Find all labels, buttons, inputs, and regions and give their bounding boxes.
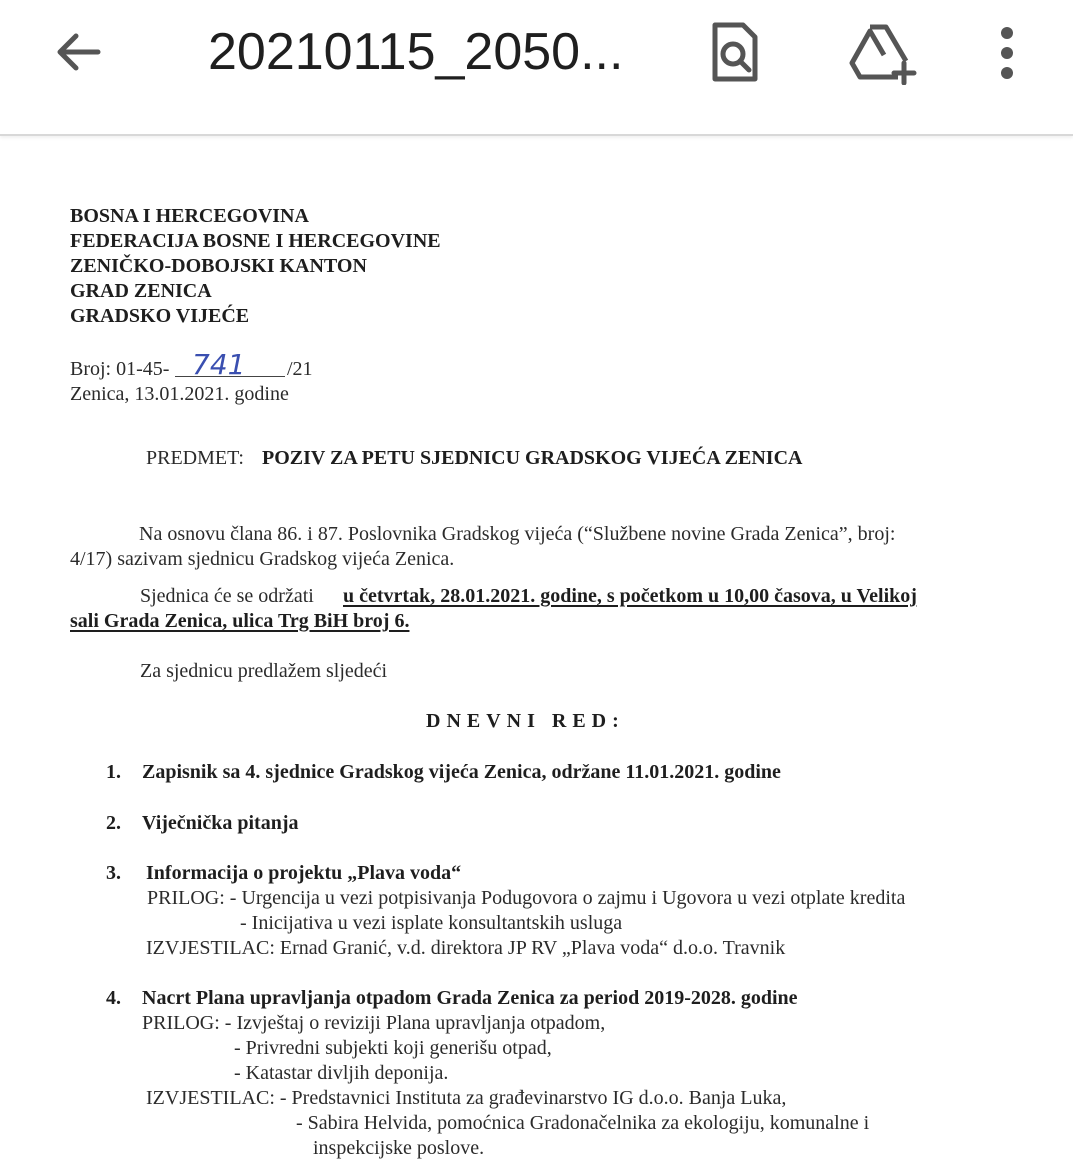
item-2-number: 2.	[106, 812, 121, 834]
header-city: GRAD ZENICA	[70, 280, 212, 302]
file-name-title: 20210115_2050...	[208, 23, 624, 81]
item-4-izvjestilac-1: IZVJESTILAC: - Predstavnici Instituta za građevinarstvo IG d.o.o. Banja Luka,	[146, 1087, 787, 1109]
item-4-prilog-3: - Katastar divljih deponija.	[234, 1062, 449, 1084]
propose-line: Za sjednicu predlažem sljedeći	[140, 660, 388, 682]
document-search-icon	[707, 21, 763, 85]
item-1-number: 1.	[106, 761, 121, 783]
svg-text:741: 741	[192, 348, 246, 380]
session-line-1: u četvrtak, 28.01.2021. godine, s početkom u 10,00 časova, u Velikoj	[343, 585, 917, 607]
item-4-prilog-2: - Privredni subjekti koji generišu otpad,	[234, 1037, 552, 1059]
header-federation: FEDERACIJA BOSNE I HERCEGOVINE	[70, 230, 441, 252]
item-3-number: 3.	[106, 862, 121, 884]
back-button[interactable]	[48, 22, 108, 82]
item-3-prilog-2: - Inicijativa u vezi isplate konsultantskih usluga	[240, 912, 623, 934]
item-2-title: Viječnička pitanja	[142, 812, 299, 834]
header-council: GRADSKO VIJEĆE	[70, 305, 250, 327]
date-line: Zenica, 13.01.2021. godine	[70, 383, 289, 405]
item-4-izvjestilac-2: - Sabira Helvida, pomoćnica Gradonačelnika za ekologiju, komunalne i	[296, 1112, 870, 1134]
find-in-document-button[interactable]	[700, 18, 770, 88]
session-prefix: Sjednica će se održati	[140, 585, 314, 607]
header-canton: ZENIČKO-DOBOJSKI KANTON	[70, 255, 367, 277]
app-bar	[0, 0, 1073, 136]
item-3-title: Informacija o projektu „Plava voda“	[146, 862, 462, 884]
predmet-label: PREDMET:	[146, 447, 244, 469]
back-arrow-icon	[50, 24, 106, 80]
intro-line-2: 4/17) sazivam sjednicu Gradskog vijeća Zenica.	[70, 548, 455, 570]
broj-suffix: /21	[287, 358, 313, 380]
intro-line-1: Na osnovu člana 86. i 87. Poslovnika Gradskog vijeća (“Službene novine Grada Zenica”, broj:	[139, 523, 896, 545]
session-line-2: sali Grada Zenica, ulica Trg BiH broj 6.	[70, 610, 410, 632]
handwritten-number	[190, 346, 250, 385]
item-4-prilog-1: PRILOG: - Izvještaj o reviziji Plana upravljanja otpadom,	[142, 1012, 606, 1034]
add-to-drive-icon	[848, 21, 918, 85]
document-page[interactable]	[0, 136, 1073, 1168]
add-to-drive-button[interactable]	[848, 18, 918, 88]
item-3-prilog-1: PRILOG: - Urgencija u vezi potpisivanja Podugovora o zajmu i Ugovora u vezi otplate kredita	[147, 887, 906, 909]
item-4-title: Nacrt Plana upravljanja otpadom Grada Zenica za period 2019-2028. godine	[142, 987, 798, 1009]
more-vert-icon	[997, 25, 1017, 81]
item-1-title: Zapisnik sa 4. sjednice Gradskog vijeća Zenica, održane 11.01.2021. godine	[142, 761, 781, 783]
header-country: BOSNA I HERCEGOVINA	[70, 205, 309, 227]
item-3-izvjestilac: IZVJESTILAC: Ernad Granić, v.d. direktora JP RV „Plava voda“ d.o.o. Travnik	[146, 937, 786, 959]
item-4-number: 4.	[106, 987, 121, 1009]
item-4-izvjestilac-3: inspekcijske poslove.	[313, 1137, 485, 1159]
predmet-title: POZIV ZA PETU SJEDNICU GRADSKOG VIJEĆA ZENICA	[262, 447, 803, 469]
more-options-button[interactable]	[972, 18, 1042, 88]
agenda-title: DNEVNI RED:	[426, 710, 625, 732]
broj-prefix: Broj: 01-45-	[70, 358, 170, 380]
